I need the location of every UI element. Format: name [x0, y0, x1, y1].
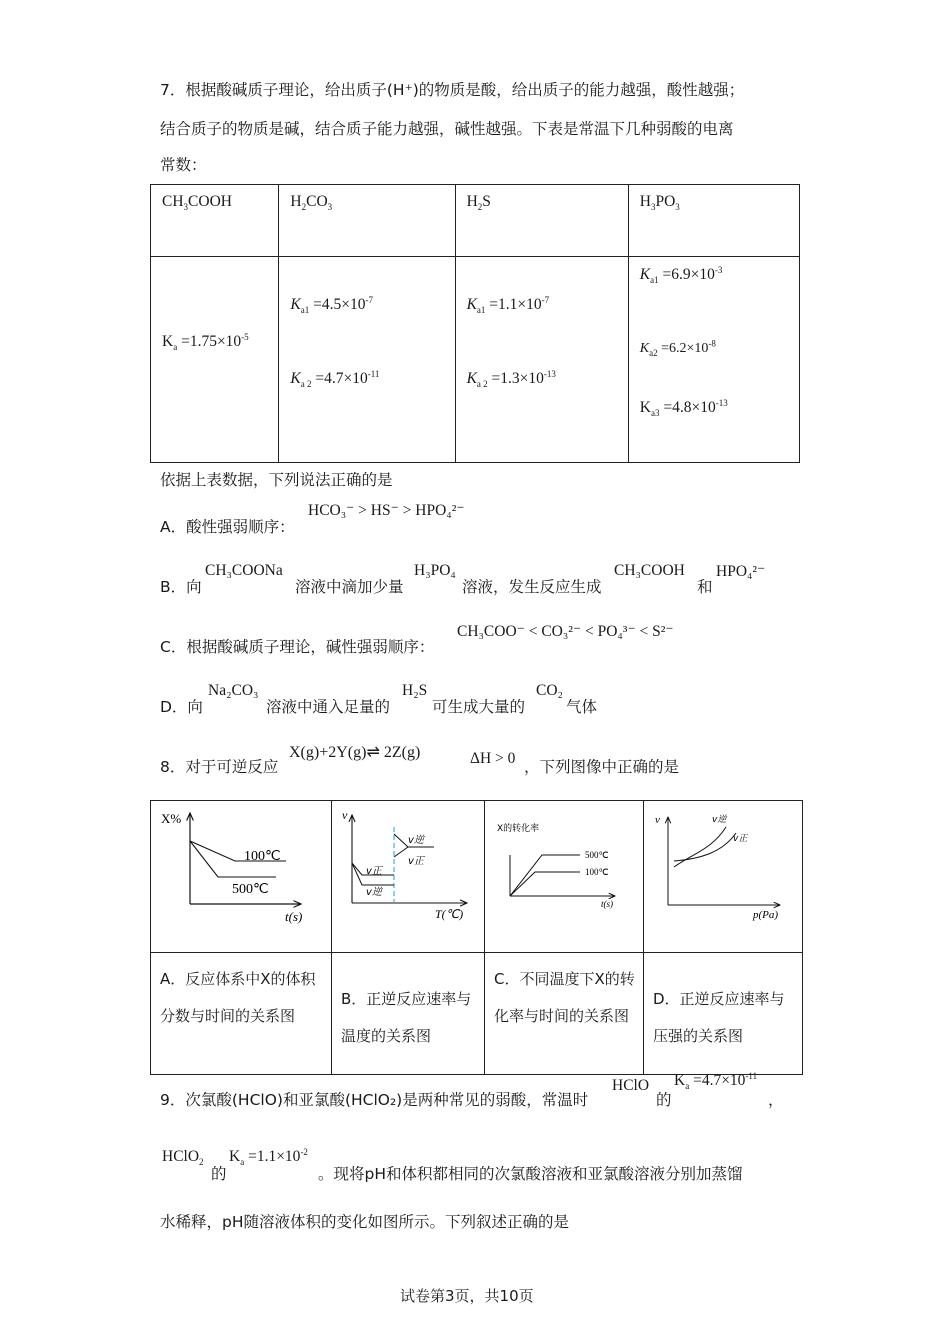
q9-ka-hclo2: $K_a =1.1\times 10^{-2}$	[229, 1146, 308, 1168]
q7-option-d-p4: 气体	[566, 698, 598, 716]
q7-option-d-p1: D．向	[160, 698, 203, 716]
graph-a-label-500c: 500℃	[232, 882, 269, 897]
q9-de-1: 的	[656, 1091, 672, 1109]
caption-b-cell	[332, 953, 485, 1075]
q9-hclo: HClO	[612, 1077, 650, 1094]
graph-c-xlabel: t(s)	[601, 899, 613, 909]
graph-a-cell	[151, 801, 332, 953]
curve-500c	[510, 855, 580, 896]
ka1-h2s: $K_{a1} =1.1\times 10^{-7}$	[466, 294, 550, 316]
graph-c-ylabel: X的转化率	[497, 824, 540, 834]
ka-ch3cooh-cell	[151, 257, 279, 463]
q9-line3: 水稀释，pH随溶液体积的变化如图所示。下列叙述正确的是	[160, 1213, 569, 1231]
graph-b-cell	[332, 801, 485, 953]
graph-d	[644, 801, 802, 948]
q7-stem: 依据上表数据，下列说法正确的是	[160, 471, 393, 489]
q7-line2: 结合质子的物质是碱，结合质子能力越强，碱性越强。下表是常温下几种弱酸的电离	[160, 120, 734, 138]
graph-d-ylabel: v	[655, 814, 660, 826]
ka3-h3po3: $K_{a3} =4.8\times 10^{-13}$	[639, 397, 728, 419]
q8-reaction: X(g)+2Y(g)⇌ 2Z(g)	[289, 744, 421, 761]
q9-p1: 9．次氯酸(HClO)和亚氯酸(HClO₂)是两种常见的弱酸，常温时	[160, 1091, 589, 1109]
graph-d-xlabel: p(Pa)	[753, 909, 779, 921]
q8-graph-table	[150, 800, 803, 1075]
graph-a-label-100c: 100℃	[244, 849, 281, 864]
q8-p1: 8．对于可逆反应	[160, 758, 279, 776]
q7-option-c-label: C．根据酸碱质子理论，碱性强弱顺序：	[160, 638, 435, 656]
graph-b-v-ni-2: v逆	[408, 835, 424, 846]
curve-100c	[510, 872, 580, 896]
graph-b-v-zheng-2: v正	[408, 856, 424, 867]
graph-b-ylabel: v	[342, 808, 348, 822]
ka1-h2co3: $K_{a1} =4.5\times 10^{-7}$	[290, 294, 373, 316]
ka-table	[150, 184, 800, 463]
q7-option-d-p3: 可生成大量的	[432, 698, 526, 716]
ka-h2s-cell	[455, 257, 628, 463]
q9-p4: 。现将pH和体积都相同的次氯酸溶液和亚氯酸溶液分别加蒸馏	[318, 1165, 743, 1183]
ka2-h2s: $K_{a 2} =1.3\times 10^{-13}$	[466, 368, 556, 390]
caption-c-cell	[485, 953, 644, 1075]
caption-d: D．正逆反应速率与压强的关系图	[653, 990, 785, 1045]
header-ch3cooh: $CH_3COOH$	[151, 185, 279, 257]
ka-h2co3-cell	[279, 257, 455, 463]
graph-a-ylabel: X%	[161, 811, 182, 826]
q9-de-2: 的	[211, 1165, 227, 1183]
graph-b-v-zheng-1: v正	[366, 866, 382, 877]
graph-d-cell	[644, 801, 803, 953]
option-b-f2: H₃PO₄	[414, 562, 456, 579]
graph-b	[332, 801, 484, 948]
q7-option-d-p2: 溶液中通入足量的	[266, 698, 391, 716]
graph-c-label-500c: 500℃	[585, 850, 609, 860]
q7-option-b-p4: 和	[697, 578, 713, 596]
q8-p2: ，下列图像中正确的是	[524, 758, 680, 776]
option-b-f4: HPO₄²⁻	[716, 563, 766, 580]
q9-hclo2: HClO$_2$	[162, 1148, 204, 1168]
graph-c-label-100c: 100℃	[585, 867, 609, 877]
q9-ka-hclo: $K_a =4.7\times 10^{-11}$	[674, 1070, 758, 1092]
ka-ch3cooh: $K_a =1.75\times 10^{-5}$	[162, 331, 249, 353]
graph-b-xlabel: T(℃)	[435, 907, 464, 921]
q7-option-b-p1: B．向	[160, 578, 202, 596]
graph-b-v-ni-1: v逆	[366, 887, 382, 898]
graph-d-v-zheng: v正	[733, 834, 748, 844]
graph-c-cell	[485, 801, 644, 953]
caption-a: A．反应体系中X的体积分数与时间的关系图	[160, 970, 316, 1025]
graph-a	[151, 801, 331, 948]
option-d-f3: CO₂	[536, 682, 563, 699]
option-b-f3: CH₃COOH	[614, 562, 685, 579]
graph-d-v-ni: v逆	[712, 815, 727, 825]
q9-comma: ，	[768, 1091, 784, 1109]
caption-b: B．正逆反应速率与温度的关系图	[341, 990, 472, 1045]
ka2-h3po3: $K_{a2} =6.2\times 10^{-8}$	[639, 338, 716, 358]
q8-delta-h: ΔH > 0	[470, 750, 516, 767]
curve-v-forward	[674, 833, 736, 861]
option-d-f1: Na₂CO₃	[208, 682, 259, 699]
option-d-f2: H₂S	[402, 682, 428, 699]
header-h3po3: $H_3PO_3$	[628, 185, 799, 257]
header-h2co3: $H_2CO_3$	[279, 185, 455, 257]
v-forward-after	[394, 847, 408, 857]
caption-c: C．不同温度下X的转化率与时间的关系图	[494, 970, 635, 1025]
caption-a-cell	[151, 953, 332, 1075]
q7-line1: 7．根据酸碱质子理论，给出质子(H⁺)的物质是酸，给出质子的能力越强，酸性越强；	[160, 81, 745, 99]
option-a-formula: HCO₃⁻ > HS⁻ > HPO₄²⁻	[308, 502, 465, 519]
header-h2s: $H_2S$	[455, 185, 628, 257]
curve-v-reverse	[674, 827, 726, 867]
q7-line3: 常数：	[160, 156, 207, 174]
q7-option-b-p2: 溶液中滴加少量	[295, 578, 404, 596]
page-footer: 试卷第3页，共10页	[400, 1287, 534, 1305]
graph-a-xlabel: t(s)	[285, 909, 303, 924]
caption-d-cell	[644, 953, 803, 1075]
ka1-h3po3: $K_{a1} =6.9\times 10^{-3}$	[639, 264, 723, 286]
option-c-formula: CH₃COO⁻ < CO₃²⁻ < PO₄³⁻ < S²⁻	[457, 623, 674, 640]
q7-option-b-p3: 溶液，发生反应生成	[462, 578, 602, 596]
ka2-h2co3: $K_{a 2} =4.7\times 10^{-11}$	[290, 368, 380, 390]
q7-option-a	[160, 515, 295, 537]
graph-c	[485, 801, 643, 948]
ka-h3po3-cell	[628, 257, 799, 463]
option-a-label: A．酸性强弱顺序：	[160, 518, 295, 536]
option-b-f1: CH₃COONa	[205, 562, 283, 579]
